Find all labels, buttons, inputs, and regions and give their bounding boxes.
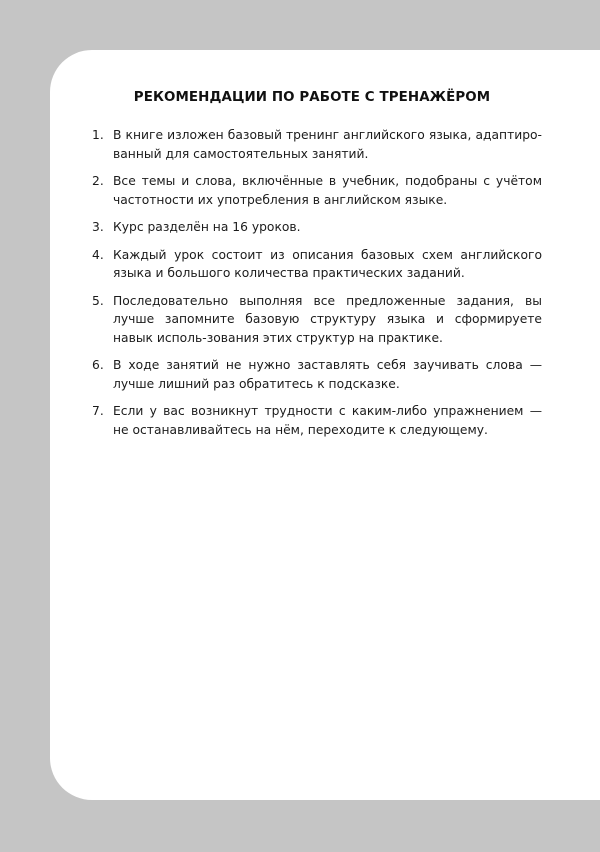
list-item xyxy=(92,218,542,237)
recommendations-list xyxy=(92,126,542,448)
list-item-number: 4. xyxy=(92,247,104,262)
list-item-text: Все темы и слова, включённые в учебник, подобраны с учётом частотности их употребления в английском языке. xyxy=(113,174,542,207)
list-item-number: 7. xyxy=(92,404,104,418)
list-item xyxy=(92,356,542,393)
list-item xyxy=(92,292,542,348)
list-item-text: В ходе занятий не нужно заставлять себя заучивать слова — лучше лишний раз обратитесь к подсказке. xyxy=(113,358,542,391)
page-title: РЕКОМЕНДАЦИИ ПО РАБОТЕ С ТРЕНАЖЁРОМ xyxy=(133,90,491,105)
list-item-number: 6. xyxy=(92,358,104,372)
list-item xyxy=(92,126,542,163)
list-item-text: Последовательно выполняя все предложенные задания, вы лучше запомните базовую структуру языка и сформируете навык исполь-зования этих структур на практике. xyxy=(113,293,542,345)
list-item-text: В книге изложен базовый тренинг английского языка, адаптиро-ванный для самостоятельных занятий. xyxy=(113,128,542,161)
document-page xyxy=(50,50,600,800)
list-item-number: 3. xyxy=(92,220,104,234)
list-item-number: 5. xyxy=(92,293,104,308)
list-item-text: Если у вас возникнут трудности с каким-либо упражнением — не останавливайтесь на нём, переходите к следующему. xyxy=(113,404,542,437)
list-item-number: 2. xyxy=(92,174,104,188)
list-item xyxy=(92,246,542,283)
list-item-text: Курс разделён на 16 уроков. xyxy=(113,220,301,234)
list-item xyxy=(92,402,542,439)
list-item-text: Каждый урок состоит из описания базовых схем английского языка и большого количества практических заданий. xyxy=(113,247,542,280)
list-item-number: 1. xyxy=(92,128,104,142)
list-item xyxy=(92,172,542,209)
